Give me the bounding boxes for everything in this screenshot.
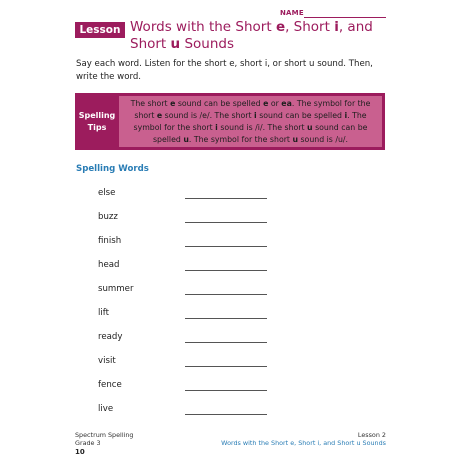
write-line[interactable] bbox=[185, 222, 267, 223]
word-row bbox=[98, 279, 278, 303]
page-number: 10 bbox=[75, 448, 85, 456]
spelling-word: ready bbox=[98, 332, 123, 342]
tip-part: e bbox=[156, 110, 163, 120]
word-row bbox=[98, 303, 278, 327]
footer-book-info bbox=[75, 431, 133, 447]
title-part: Words with the Short bbox=[130, 19, 276, 35]
spelling-word-list bbox=[98, 183, 278, 423]
tip-part: sound is /u/. bbox=[298, 134, 349, 144]
title-part: e bbox=[275, 19, 286, 35]
tip-part: sound can be spelled bbox=[152, 122, 368, 144]
spelling-word: summer bbox=[98, 284, 134, 294]
write-line[interactable] bbox=[185, 246, 267, 247]
word-row bbox=[98, 255, 278, 279]
tip-part: u bbox=[307, 122, 313, 132]
instructions: Say each word. Listen for the short e, short i, or short u sound. Then, write the word. bbox=[76, 59, 373, 82]
footer-book-title: Spectrum Spelling bbox=[75, 431, 134, 439]
title-part: , and Short bbox=[130, 19, 373, 52]
write-line[interactable] bbox=[185, 270, 267, 271]
tip-part: ea bbox=[281, 98, 292, 108]
tip-part: i bbox=[254, 110, 257, 120]
tip-part: i bbox=[215, 122, 218, 132]
spelling-word: finish bbox=[98, 236, 122, 246]
write-line[interactable] bbox=[185, 198, 267, 199]
lesson-title bbox=[130, 19, 390, 53]
title-part: Sounds bbox=[180, 36, 234, 52]
lesson-badge: Lesson 2 bbox=[75, 22, 125, 38]
spelling-word: visit bbox=[98, 356, 116, 366]
spelling-words-heading: Spelling Words bbox=[76, 164, 149, 174]
tip-part: . The symbol for the short bbox=[134, 98, 371, 120]
write-line[interactable] bbox=[185, 414, 267, 415]
footer-lesson-info bbox=[221, 431, 386, 447]
footer-grade: Grade 3 bbox=[75, 439, 101, 447]
tip-part: sound can be spelled bbox=[256, 110, 345, 120]
spelling-word: fence bbox=[98, 380, 122, 390]
word-row bbox=[98, 183, 278, 207]
word-row bbox=[98, 351, 278, 375]
spelling-word: lift bbox=[98, 308, 110, 318]
write-line[interactable] bbox=[185, 342, 267, 343]
footer-lesson-number: Lesson 2 bbox=[357, 431, 386, 439]
spelling-word: buzz bbox=[98, 212, 118, 222]
write-line[interactable] bbox=[185, 318, 267, 319]
spelling-word: else bbox=[98, 188, 116, 198]
tip-part: e bbox=[263, 98, 269, 108]
tip-part: u bbox=[292, 134, 299, 144]
tips-label-line: Tips bbox=[87, 122, 107, 132]
tip-part: u bbox=[183, 134, 189, 144]
word-row bbox=[98, 375, 278, 399]
tips-label-line: Spelling bbox=[78, 110, 116, 120]
tip-part: The short bbox=[130, 98, 171, 108]
tip-part: e bbox=[170, 98, 176, 108]
name-label: NAME bbox=[280, 9, 304, 17]
tip-part: i bbox=[344, 110, 348, 120]
tip-part: sound can be spelled bbox=[175, 98, 264, 108]
tip-part: or bbox=[268, 98, 282, 108]
word-row bbox=[98, 207, 278, 231]
tip-part: sound is /i/. The short bbox=[217, 122, 308, 132]
spelling-tips-label bbox=[75, 93, 119, 150]
spelling-tips-box bbox=[75, 93, 385, 150]
word-row bbox=[98, 399, 278, 423]
write-line[interactable] bbox=[185, 366, 267, 367]
spelling-tips-text bbox=[119, 96, 382, 147]
write-line[interactable] bbox=[185, 294, 267, 295]
spelling-word: head bbox=[98, 260, 120, 270]
tip-part: . The symbol for the short bbox=[188, 134, 293, 144]
title-part: u bbox=[170, 36, 181, 52]
word-row bbox=[98, 327, 278, 351]
write-line[interactable] bbox=[185, 390, 267, 391]
name-line bbox=[304, 17, 386, 18]
tip-part: . The symbol for the short bbox=[133, 110, 367, 132]
word-row bbox=[98, 231, 278, 255]
spelling-word: live bbox=[98, 404, 114, 414]
title-part: , Short bbox=[285, 19, 335, 35]
footer-lesson-title: Words with the Short e, Short i, and Short u Sounds bbox=[221, 439, 386, 447]
tip-part: sound is /e/. The short bbox=[162, 110, 255, 120]
title-part: i bbox=[334, 19, 339, 35]
